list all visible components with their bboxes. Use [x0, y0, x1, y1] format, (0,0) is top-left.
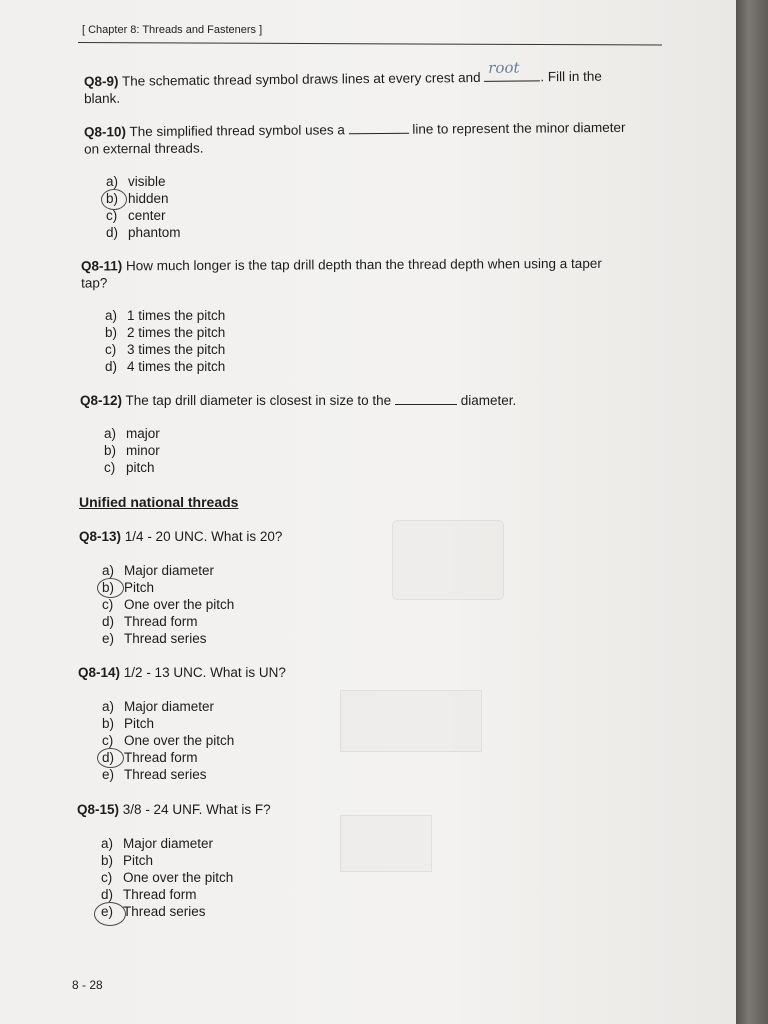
header-divider: [78, 42, 662, 46]
question-tail-2: blank.: [84, 90, 121, 107]
question-number: Q8-10): [83, 124, 127, 140]
question-number: Q8-14): [78, 665, 121, 680]
question-number: Q8-13): [79, 529, 122, 544]
option-e[interactable]: e) Thread series: [102, 631, 207, 646]
question-number: Q8-11): [80, 258, 123, 274]
question-8-9: [83, 58, 674, 107]
question-text: 1/4 - 20 UNC. What is 20?: [124, 529, 283, 544]
handwritten-answer: root: [488, 58, 520, 77]
option-d[interactable]: d) 4 times the pitch: [105, 359, 226, 374]
question-number: Q8-15): [77, 802, 120, 817]
answer-circle-b: [101, 189, 127, 210]
question-8-12: [80, 392, 680, 409]
option-c[interactable]: c) center: [106, 208, 166, 223]
question-tail-2: tap?: [81, 275, 108, 291]
answer-circle-d: [97, 748, 124, 768]
answer-blank[interactable]: [349, 121, 409, 135]
options-8-12: [104, 425, 160, 476]
option-d[interactable]: d) Thread form: [102, 614, 198, 629]
option-c[interactable]: c) 3 times the pitch: [105, 342, 226, 357]
option-a[interactable]: a) 1 times the pitch: [105, 308, 226, 323]
question-tail: diameter.: [460, 393, 517, 408]
answer-blank[interactable]: [395, 392, 457, 405]
option-c[interactable]: c) pitch: [104, 460, 155, 475]
option-b[interactable]: b) 2 times the pitch: [105, 325, 226, 340]
options-8-13: [102, 562, 234, 647]
options-8-14: [102, 698, 234, 783]
option-d[interactable]: d) Thread form: [102, 750, 198, 765]
option-a[interactable]: a) Major diameter: [102, 699, 215, 714]
question-8-11: [81, 254, 681, 291]
option-d[interactable]: d) phantom: [106, 225, 181, 240]
option-b[interactable]: b) Pitch: [102, 716, 155, 731]
question-text: How much longer is the tap drill depth than the thread depth when using a taper: [125, 255, 602, 274]
question-text: The simplified thread symbol uses a: [129, 122, 345, 140]
question-8-15: [77, 801, 271, 818]
options-8-11: [105, 307, 225, 375]
option-a[interactable]: a) Major diameter: [102, 563, 215, 578]
option-b[interactable]: b) hidden: [106, 191, 169, 206]
question-text: The schematic thread symbol draws lines at every crest and: [121, 69, 481, 89]
page-number: 8 - 28: [72, 978, 103, 992]
question-number: Q8-12): [80, 393, 123, 408]
question-tail: . Fill in the: [540, 68, 602, 85]
question-text: 1/2 - 13 UNC. What is UN?: [123, 665, 286, 680]
question-tail-2: on external threads.: [84, 140, 204, 157]
question-text: 3/8 - 24 UNF. What is F?: [122, 802, 271, 817]
answer-circle-b: [97, 578, 124, 598]
option-b[interactable]: b) minor: [104, 443, 160, 458]
section-heading: Unified national threads: [79, 494, 239, 510]
answer-circle-e: [94, 902, 126, 926]
show-through-thread-3: [340, 815, 432, 872]
option-b[interactable]: b) Pitch: [102, 580, 155, 595]
option-a[interactable]: a) visible: [106, 174, 166, 189]
show-through-thread-2: [340, 690, 482, 752]
option-c[interactable]: c) One over the pitch: [102, 733, 235, 748]
option-e[interactable]: e) Thread series: [102, 767, 207, 782]
question-tail: line to represent the minor diameter: [412, 119, 626, 137]
option-b[interactable]: b) Pitch: [101, 853, 154, 868]
question-text: The tap drill diameter is closest in size to the: [125, 393, 392, 408]
binder-edge: [736, 0, 768, 1024]
option-c[interactable]: c) One over the pitch: [101, 870, 234, 885]
question-number: Q8-9): [83, 73, 119, 90]
answer-blank[interactable]: [484, 58, 540, 82]
option-e[interactable]: e) Thread series: [101, 904, 206, 919]
question-8-10: [84, 118, 674, 157]
option-a[interactable]: a) Major diameter: [101, 836, 214, 851]
question-8-13: [79, 528, 282, 545]
option-a[interactable]: a) major: [104, 426, 160, 441]
option-d[interactable]: d) Thread form: [101, 887, 197, 902]
show-through-thread-1: [392, 520, 504, 600]
chapter-header: [ Chapter 8: Threads and Fasteners ]: [82, 24, 263, 36]
question-8-14: [78, 664, 286, 681]
option-c[interactable]: c) One over the pitch: [102, 597, 235, 612]
